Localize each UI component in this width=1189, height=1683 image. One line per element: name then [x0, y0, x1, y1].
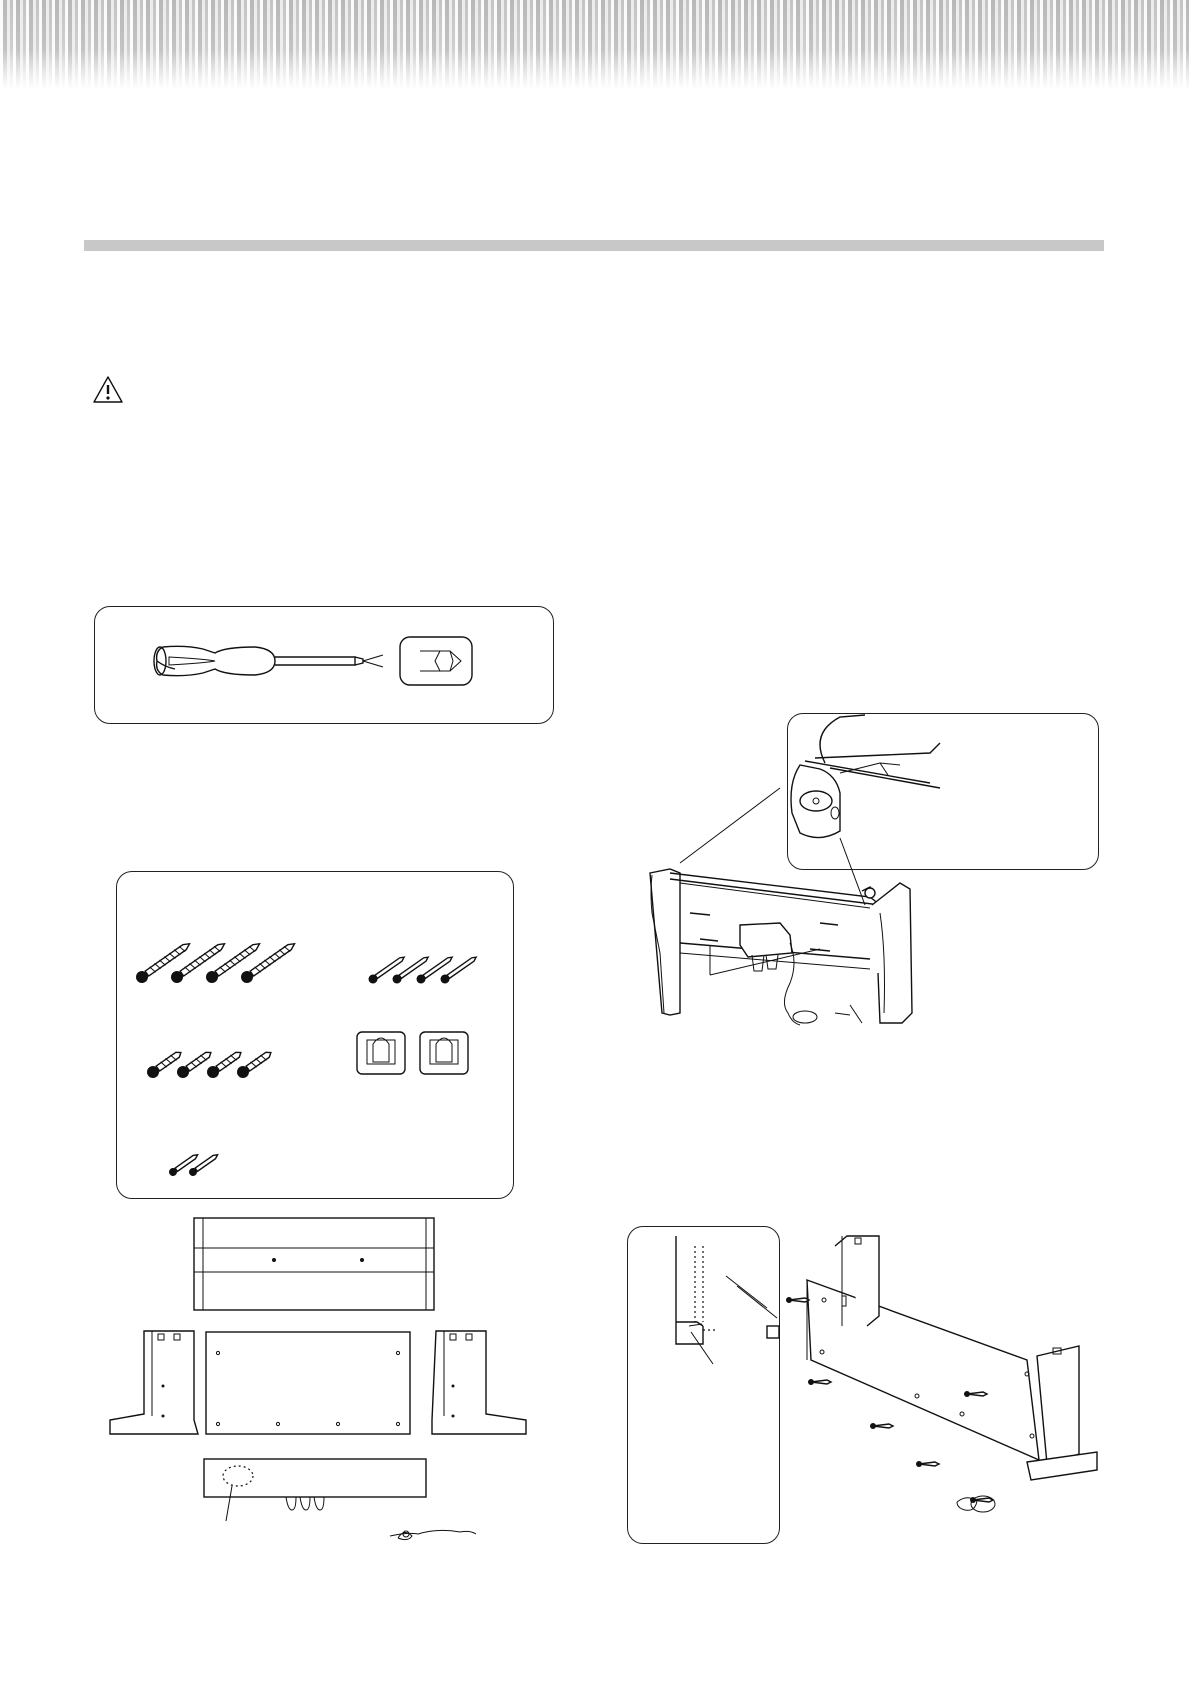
header-band-fade — [0, 50, 1189, 90]
medium-screws-set — [145, 1048, 275, 1081]
phillips-screwdriver-icon — [95, 607, 555, 725]
long-screws-set — [134, 939, 298, 986]
rear-panel-assembly-illustration — [627, 1226, 1097, 1546]
stand-components-illustration — [108, 1216, 528, 1556]
small-screws-set — [167, 1152, 219, 1178]
cord-holders — [357, 1032, 468, 1074]
included-parts-box — [116, 871, 514, 1199]
thin-screws-set — [367, 954, 479, 986]
stand-assembly-illustration — [640, 713, 1100, 1033]
warning-triangle-icon — [92, 375, 124, 405]
tool-required-box — [94, 606, 554, 724]
section-rule — [84, 240, 1104, 251]
screws-and-holders-illustration — [117, 872, 515, 1200]
